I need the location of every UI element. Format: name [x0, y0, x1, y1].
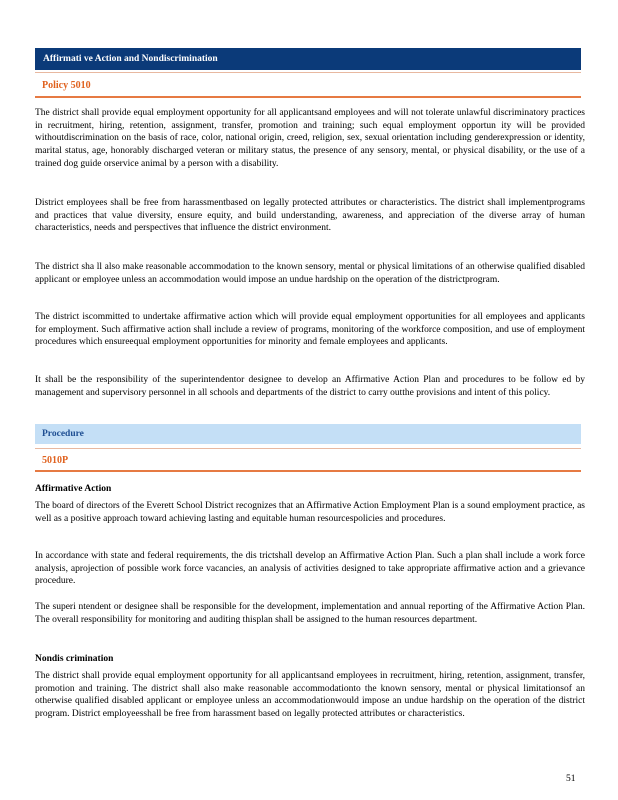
- policy-number-bar: Policy 5010: [35, 72, 581, 98]
- policy-paragraph-3: The district sha ll also make reasonable accommodation to the known sensory, mental or physical limitations of an otherwise qualified disabled applicant or employee unless an accommodation would impose an undue hardship on the operation of the districtprogram.: [35, 262, 585, 285]
- policy-paragraph-5: It shall be the responsibility of the superintendentor designee to develop an Affirmative Action Plan and procedures to be follow ed by management and supervisory personnel in all schools and departments of the district to carry outthe provisions and intent of this policy.: [35, 375, 585, 398]
- policy-paragraph-4: The district iscommitted to undertake affirmative action which will provide equal employment opportunities for all employees and applicants for employment. Such affirmative action shall include a review of programs, monitoring of the workforce composition, and use of employment procedures which ensureequal employment opportunities for minority and female employees and applicants.: [35, 312, 585, 348]
- nondiscrimination-heading: Nondis crimination: [35, 654, 114, 664]
- procedure-bar: Procedure: [35, 424, 581, 444]
- procedure-paragraph-2: In accordance with state and federal requirements, the dis trictshall develop an Affirmative Action Plan. Such a plan shall include a work force analysis, aprojection of possible work force vacancies, an analysis of activities designed to take appropriate affirmative action and a grievance procedure.: [35, 551, 585, 587]
- procedure-paragraph-3: The superi ntendent or designee shall be responsible for the development, implementation and annual reporting of the Affirmative Action Plan. The overall responsibility for monitoring and auditing thisplan shall be assigned to the human resources department.: [35, 602, 585, 625]
- policy-paragraph-2: District employees shall be free from harassmentbased on legally protected attributes or characteristics. The district shall implementprograms and practices that value diversity, ensure equity, and build understanding, awareness, and appreciation of the diverse array of human characteristics, needs and perspectives that influence the district environment.: [35, 198, 585, 234]
- page-number: 51: [566, 774, 576, 784]
- affirmative-action-heading: Affirmative Action: [35, 484, 112, 494]
- policy-paragraph-1: The district shall provide equal employment opportunity for all applicantsand employees and will not tolerate unlawful discriminatory practices in recruitment, hiring, retention, assignment, transfer, promotion and training; such equal employment opportun ity will be provided withoutdiscrimination on the basis of race, color, national origin, creed, religion, sex, sexual orientation including genderexpression or identity, marital status, age, honorably discharged veteran or military status, the presence of any sensory, mental, or physical disability, or the use of a trained dog guide orservice animal by a person with a disability.: [35, 108, 585, 169]
- section-title-bar: Affirmati ve Action and Nondiscrimination: [35, 48, 581, 70]
- procedure-paragraph-1: The board of directors of the Everett School District recognizes that an Affirmative Action Employment Plan is a sound employment practice, as well as a positive approach toward achieving lasting and equitable human resourcespolicies and procedures.: [35, 501, 585, 524]
- procedure-code-bar: 5010P: [35, 448, 581, 472]
- nondiscrimination-paragraph: The district shall provide equal employment opportunity for all applicantsand employees in recruitment, hiring, retention, assignment, transfer, promotion and training. The district shall also make reasonable accommodationto the known sensory, mental or physical limitationsof an otherwise qualified disabled applicant or employee unless an accommodationwould impose an undue hardship on the operation of the district program. District employeesshall be free from harassment based on legally protected attributes or characteristics.: [35, 671, 585, 720]
